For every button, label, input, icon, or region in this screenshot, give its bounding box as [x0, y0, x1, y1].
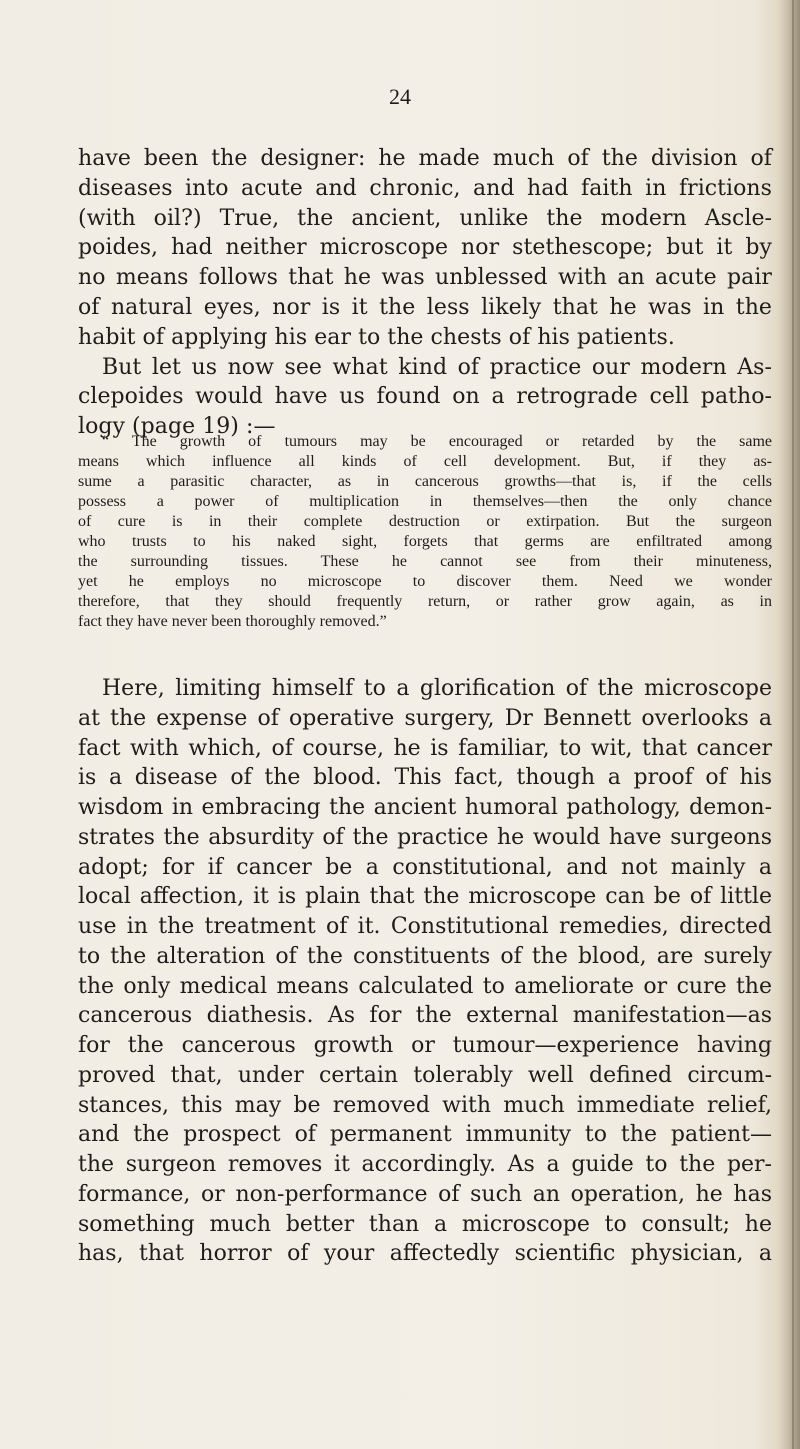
text-line: poides, had neither microscope nor stethescope; but it by	[78, 235, 772, 261]
quote-line: “ The growth of tumours may be encouraged or retarded by the same	[102, 433, 772, 450]
text-line: the only medical means calculated to ameliorate or cure the	[78, 973, 772, 999]
text-line: adopt; for if cancer be a constitutional, and not mainly a	[78, 854, 772, 880]
text-line: have been the designer: he made much of the division of	[78, 146, 772, 171]
text-line: of natural eyes, nor is it the less likely that he was in the	[78, 294, 772, 320]
text-line: (with oil?) True, the ancient, unlike the modern Ascle-	[78, 205, 772, 231]
quote-line: yet he employs no microscope to discover them. Need we wonder	[78, 573, 772, 590]
text-line: stances, this may be removed with much immediate relief,	[78, 1092, 772, 1118]
quote-line: of cure is in their complete destruction or extirpation. But the surgeon	[78, 513, 772, 530]
quote-line: possess a power of multiplication in themselves—then the only chance	[78, 493, 772, 510]
text-line: for the cancerous growth or tumour—experience having	[78, 1033, 772, 1058]
text-line: diseases into acute and chronic, and had faith in frictions	[78, 175, 772, 201]
text-line: is a disease of the blood. This fact, though a proof of his	[78, 765, 772, 791]
page-edge-line	[792, 0, 794, 1449]
text-line: clepoides would have us found on a retrograde cell patho-	[78, 384, 772, 410]
quote-line: means which influence all kinds of cell development. But, if they as-	[78, 453, 772, 470]
text-line: use in the treatment of it. Constitutional remedies, directed	[78, 914, 772, 939]
text-line: wisdom in embracing the ancient humoral pathology, demon-	[78, 795, 772, 820]
text-line: at the expense of operative surgery, Dr Bennett overlooks a	[78, 705, 772, 731]
text-line: proved that, under certain tolerably well defined circum-	[78, 1062, 772, 1088]
page-edge-shadow	[778, 0, 800, 1449]
paragraph-2	[78, 674, 772, 1269]
quote-line: who trusts to his naked sight, forgets that germs are enfiltrated among	[78, 533, 772, 550]
text-line: But let us now see what kind of practice our modern As-	[102, 354, 772, 380]
text-line: no means follows that he was unblessed with an acute pair	[78, 265, 772, 291]
text-line: fact with which, of course, he is familiar, to wit, that cancer	[78, 735, 772, 761]
block-quotation	[78, 432, 772, 632]
text-line: something much better than a microscope to consult; he	[78, 1211, 772, 1237]
text-line: and the prospect of permanent immunity to the patient—	[78, 1122, 772, 1148]
page-number: 24	[389, 84, 411, 109]
text-line: Here, limiting himself to a glorification of the microscope	[102, 676, 772, 701]
quote-line: therefore, that they should frequently return, or rather grow again, as in	[78, 593, 772, 610]
quote-line: the surrounding tissues. These he cannot see from their minuteness,	[78, 553, 772, 570]
text-line: strates the absurdity of the practice he would have surgeons	[78, 824, 772, 850]
text-line: logy (page 19) :—	[78, 414, 276, 440]
paragraph-1	[78, 144, 772, 442]
text-line: formance, or non-performance of such an operation, he has	[78, 1181, 772, 1207]
text-line: the surgeon removes it accordingly. As a guide to the per-	[78, 1152, 772, 1177]
text-line: has, that horror of your affectedly scientific physician, a	[78, 1241, 772, 1267]
quote-line: fact they have never been thoroughly removed.”	[78, 613, 387, 630]
text-line: local affection, it is plain that the microscope can be of little	[78, 884, 772, 910]
text-line: cancerous diathesis. As for the external manifestation—as	[78, 1003, 772, 1029]
text-line: to the alteration of the constituents of the blood, are surely	[78, 943, 772, 969]
quote-line: sume a parasitic character, as in cancerous growths—that is, if the cells	[78, 473, 772, 490]
text-line: habit of applying his ear to the chests of his patients.	[78, 324, 675, 350]
